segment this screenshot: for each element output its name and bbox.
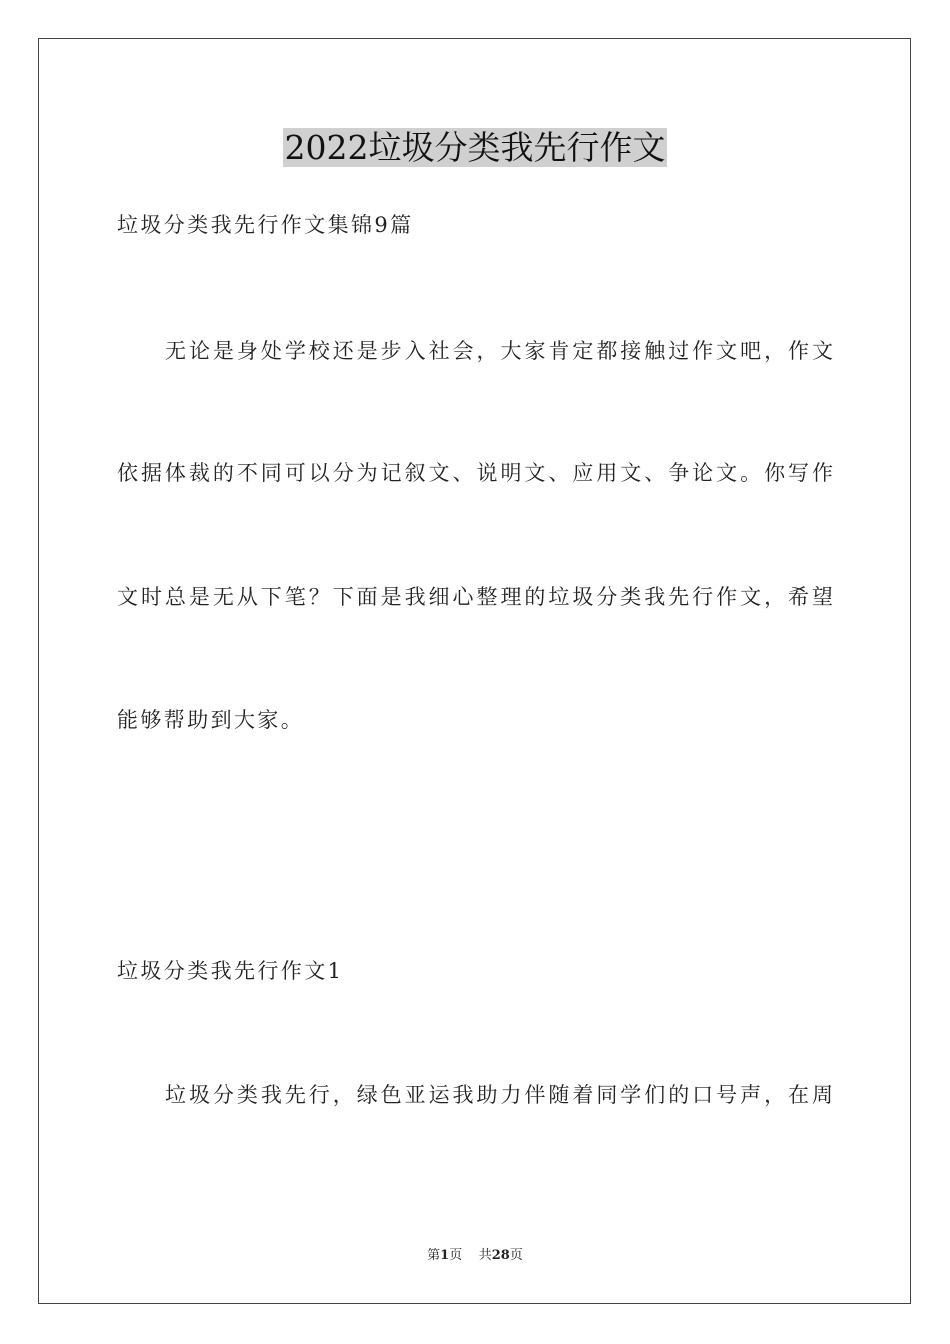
document-title-text: 2022垃圾分类我先行作文 bbox=[284, 128, 666, 167]
footer-page-number: 1 bbox=[440, 1248, 450, 1263]
intro-line-1: 无论是身处学校还是步入社会，大家肯定都接触过作文吧，作文 bbox=[165, 339, 833, 363]
document-subtitle: 垃圾分类我先行作文集锦9篇 bbox=[117, 213, 414, 237]
page-footer bbox=[0, 1247, 950, 1265]
document-title bbox=[0, 127, 950, 169]
intro-line-2: 依据体裁的不同可以分为记叙文、说明文、应用文、争论文。你写作 bbox=[117, 461, 833, 485]
intro-line-4: 能够帮助到大家。 bbox=[117, 708, 305, 732]
footer-page-suffix: 页 bbox=[449, 1248, 463, 1263]
section-line-1: 垃圾分类我先行，绿色亚运我助力伴随着同学们的口号声，在周 bbox=[165, 1083, 833, 1107]
footer-page-prefix: 第 bbox=[427, 1248, 441, 1263]
footer-total-pages: 28 bbox=[491, 1248, 510, 1263]
section-heading: 垃圾分类我先行作文1 bbox=[117, 959, 344, 983]
intro-line-3: 文时总是无从下笔？下面是我细心整理的垃圾分类我先行作文，希望 bbox=[117, 585, 833, 609]
footer-total-suffix: 页 bbox=[509, 1248, 523, 1263]
footer-total-prefix: 共 bbox=[478, 1248, 492, 1263]
